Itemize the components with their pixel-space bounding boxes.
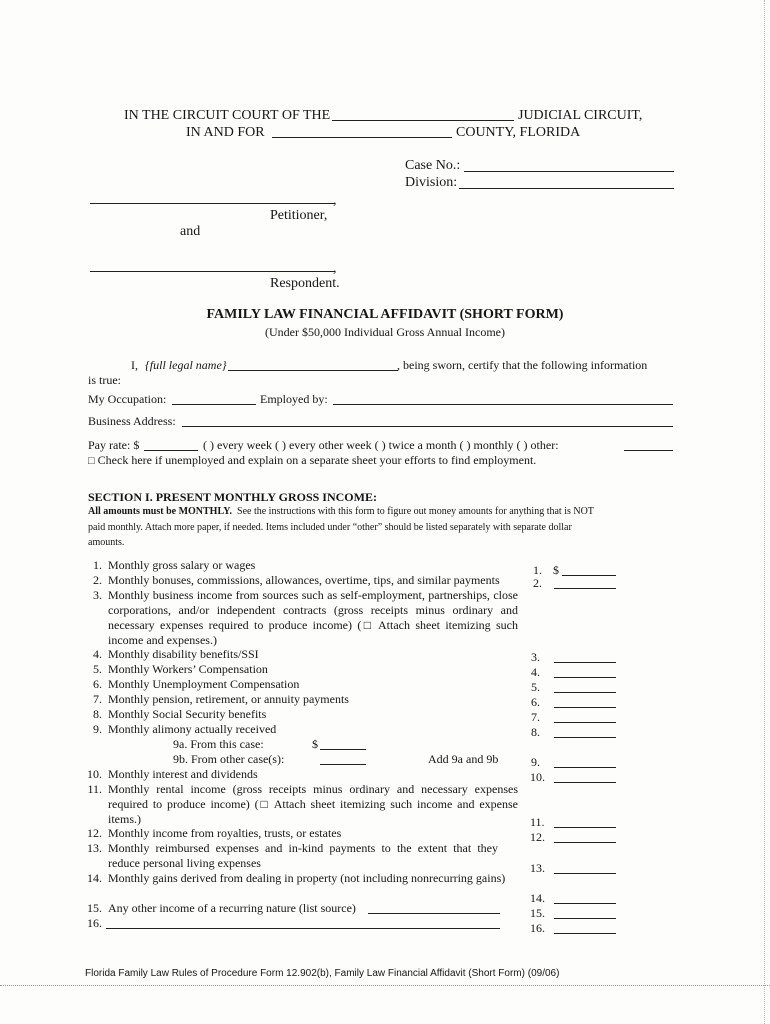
petitioner-comma: ,	[333, 193, 337, 208]
item-14-text: Monthly gains derived from dealing in property (not including nonrecurring gains)	[108, 871, 506, 885]
county-field[interactable]	[272, 137, 452, 138]
employed-by-label: Employed by:	[260, 392, 328, 406]
page-footer: Florida Family Law Rules of Procedure Form 12.902(b), Family Law Financial Affidavit (Short Form) (09/06)	[85, 968, 560, 979]
item-1-text: Monthly gross salary or wages	[108, 558, 256, 572]
alimony-9b-field[interactable]	[320, 764, 366, 765]
item-number: 8.	[93, 707, 102, 721]
amount-num: 16.	[530, 921, 545, 935]
item-number: 4.	[93, 647, 102, 661]
amount-8-field[interactable]	[554, 737, 616, 738]
court-line1-right: JUDICIAL CIRCUIT,	[518, 108, 643, 123]
business-address-field[interactable]	[182, 426, 673, 427]
item-16-field[interactable]	[106, 928, 500, 929]
item-6-text: Monthly Unemployment Compensation	[108, 677, 300, 691]
amount-num: 5.	[531, 680, 540, 694]
amount-num: 13.	[530, 861, 545, 875]
amount-num: 6.	[531, 695, 540, 709]
item-number: 5.	[93, 662, 102, 676]
amount-11-field[interactable]	[554, 827, 616, 828]
pay-rate-field[interactable]	[144, 450, 198, 451]
item-11-text: Monthly rental income (gross receipts minus ordinary and necessary expenses required to produce income) (□ Attach sheet itemizing such income and expense items.)	[108, 782, 518, 826]
item-number: 7.	[93, 692, 102, 706]
alimony-9a-label: 9a. From this case:	[173, 737, 264, 751]
circuit-field[interactable]	[332, 120, 514, 121]
division-field[interactable]	[459, 188, 674, 189]
item-10-text: Monthly interest and dividends	[108, 767, 258, 781]
amount-1-field[interactable]	[562, 575, 616, 576]
amount-num: 12.	[530, 830, 545, 844]
amount-num: 8.	[531, 725, 540, 739]
amount-num: 11.	[530, 815, 545, 829]
alimony-9b-label: 9b. From other case(s):	[173, 752, 285, 766]
unemployed-row	[88, 453, 536, 468]
amount-num: 15.	[530, 906, 545, 920]
item-8-text: Monthly Social Security benefits	[108, 707, 267, 721]
item-number: 6.	[93, 677, 102, 691]
occupation-field[interactable]	[172, 404, 256, 405]
amount-7-field[interactable]	[554, 722, 616, 723]
respondent-comma: ,	[333, 261, 337, 276]
form-title: FAMILY LAW FINANCIAL AFFIDAVIT (SHORT FORM)	[206, 307, 564, 322]
and-label: and	[180, 224, 201, 239]
item-12-text: Monthly income from royalties, trusts, or estates	[108, 826, 342, 840]
amount-14-field[interactable]	[554, 903, 616, 904]
amount-6-field[interactable]	[554, 707, 616, 708]
amount-9-field[interactable]	[554, 767, 616, 768]
item-2-text: Monthly bonuses, commissions, allowances, overtime, tips, and similar payments	[108, 573, 500, 587]
case-no-label: Case No.:	[405, 158, 461, 173]
petitioner-label: Petitioner,	[270, 208, 328, 223]
amount-5-field[interactable]	[554, 692, 616, 693]
petitioner-name-field[interactable]	[90, 203, 334, 204]
scan-edge-horizontal	[0, 985, 770, 986]
pay-other-field[interactable]	[624, 450, 673, 451]
amount-num: 10.	[530, 770, 545, 784]
amount-16-field[interactable]	[554, 933, 616, 934]
section1-instructions-line1: All amounts must be MONTHLY. See the instructions with this form to figure out money amounts for anything that is NOT	[88, 506, 594, 517]
form-subtitle: (Under $50,000 Individual Gross Annual Income)	[265, 325, 505, 339]
item-15-text: Any other income of a recurring nature (list source)	[108, 901, 356, 915]
amount-num: 9.	[531, 755, 540, 769]
alimony-9a-field[interactable]	[320, 749, 366, 750]
unemployed-text: Check here if unemployed and explain on a separate sheet your efforts to find employment.	[97, 453, 537, 467]
full-name-field[interactable]	[228, 370, 398, 371]
division-label: Division:	[405, 175, 458, 190]
i-label: I,	[131, 358, 138, 372]
unemployed-checkbox[interactable]: □	[88, 455, 95, 467]
court-line2-left: IN AND FOR	[186, 125, 265, 140]
item-number: 2.	[93, 573, 102, 587]
amount-num: 7.	[531, 710, 540, 724]
sworn-text: , being sworn, certify that the following information	[397, 358, 648, 372]
section1-heading: SECTION I. PRESENT MONTHLY GROSS INCOME:	[88, 490, 377, 504]
pay-rate-label: Pay rate: $	[88, 438, 140, 452]
section1-instructions-line3: amounts.	[88, 537, 125, 548]
item-7-text: Monthly pension, retirement, or annuity payments	[108, 692, 349, 706]
scan-edge-vertical	[764, 0, 765, 1024]
item-4-text: Monthly disability benefits/SSI	[108, 647, 259, 661]
item-3-text: Monthly business income from sources such as self-employment, partnerships, close corporations, and/or independent contracts (gross receipts minus ordinary and necessary expenses required to produce income) (□ Attach sheet itemizing such income and expenses.)	[108, 588, 518, 647]
amount-num: 14.	[530, 891, 545, 905]
respondent-label: Respondent.	[270, 276, 340, 291]
pay-frequency-options[interactable]: ( ) every week ( ) every other week ( ) twice a month ( ) monthly ( ) other:	[203, 438, 559, 452]
amount-num: 2.	[533, 576, 542, 590]
occupation-label: My Occupation:	[88, 392, 167, 406]
court-line1-left: IN THE CIRCUIT COURT OF THE	[124, 108, 331, 123]
amount-15-field[interactable]	[554, 918, 616, 919]
item-5-text: Monthly Workers’ Compensation	[108, 662, 268, 676]
item-number: 10.	[87, 767, 102, 781]
full-name-hint: {full legal name}	[145, 358, 227, 372]
item-number: 16.	[87, 916, 102, 930]
court-line2-right: COUNTY, FLORIDA	[456, 125, 581, 140]
item-13-text: Monthly reimbursed expenses and in-kind payments to the extent that they reduce personal living expenses	[108, 841, 498, 870]
item-number: 3.	[93, 588, 102, 602]
amount-10-field[interactable]	[554, 782, 616, 783]
is-true-text: is true:	[88, 373, 121, 387]
amount-num: 1.	[533, 563, 542, 577]
item-number: 15.	[87, 901, 102, 915]
item-number: 1.	[93, 558, 102, 572]
amount-num: 4.	[531, 665, 540, 679]
amount-3-field[interactable]	[554, 662, 616, 663]
case-no-field[interactable]	[464, 171, 674, 172]
amount-13-field[interactable]	[554, 873, 616, 874]
amount-12-field[interactable]	[554, 842, 616, 843]
item-number: 13.	[87, 841, 102, 855]
item-number: 12.	[87, 826, 102, 840]
amount-2-field[interactable]	[554, 588, 616, 589]
alimony-add-label: Add 9a and 9b	[428, 752, 499, 766]
item-number: 14.	[87, 871, 102, 885]
item-15-source-field[interactable]	[368, 913, 500, 914]
section1-instructions-line2: paid monthly. Attach more paper, if needed. Items included under “other” should be listed separately with separate dollar	[88, 522, 572, 533]
item-number: 9.	[93, 722, 102, 736]
amount-4-field[interactable]	[554, 677, 616, 678]
alimony-9a-dollar: $	[312, 737, 318, 751]
amount-dollar: $	[553, 563, 559, 577]
item-9-text: Monthly alimony actually received	[108, 722, 277, 736]
business-address-label: Business Address:	[88, 414, 176, 428]
item-number: 11.	[87, 782, 102, 796]
respondent-name-field[interactable]	[90, 271, 334, 272]
amount-num: 3.	[531, 650, 540, 664]
employer-field[interactable]	[333, 404, 673, 405]
